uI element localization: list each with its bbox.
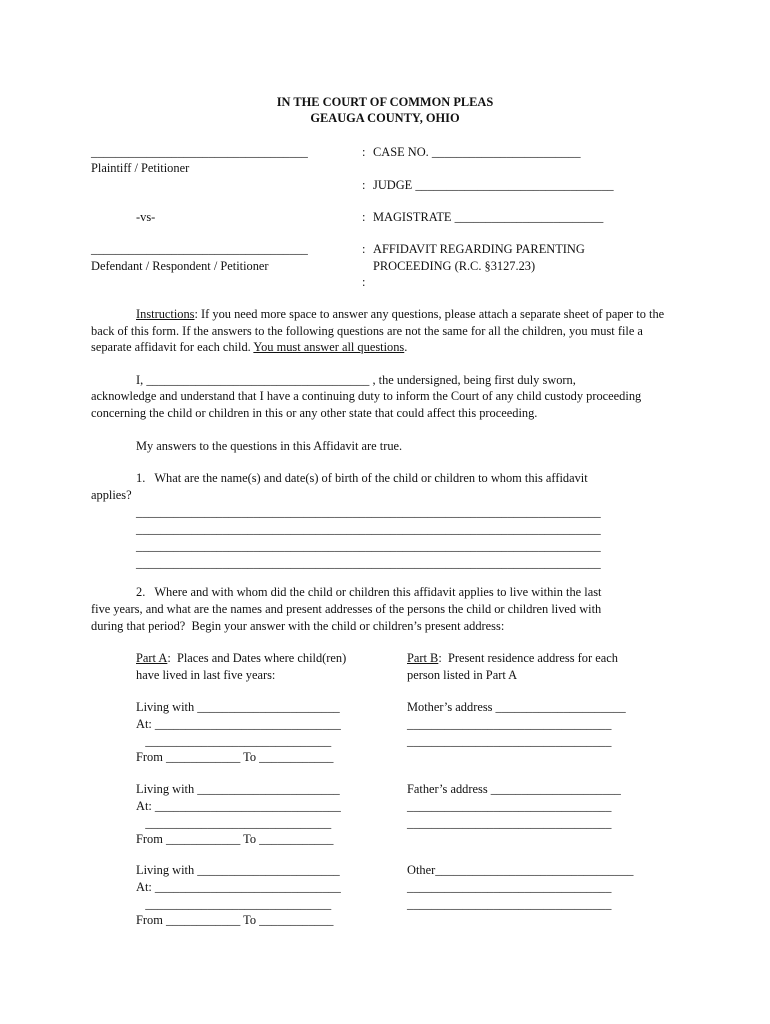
instructions-paragraph (91, 306, 671, 356)
judge-field[interactable]: JUDGE ________________________________ (373, 178, 614, 192)
question-1-answer-line[interactable]: ___________________________________________________________________________ (136, 522, 601, 536)
affidavit-title-line2: PROCEEDING (R.C. §3127.23) (373, 259, 536, 273)
part-a-title: : Places and Dates where child(ren) (167, 651, 347, 665)
versus-label: -vs- (136, 210, 156, 224)
instructions-end: . (404, 340, 408, 354)
court-title: IN THE COURT OF COMMON PLEAS (276, 95, 494, 109)
defendant-label: Defendant / Respondent / Petitioner (91, 259, 269, 273)
other-address-line[interactable]: _________________________________ (407, 897, 612, 911)
fathers-address-line[interactable]: _________________________________ (407, 816, 612, 830)
part-b-title-line2: person listed in Part A (407, 668, 518, 682)
defendant-line[interactable]: ___________________________________ (91, 242, 308, 256)
caption-separator: : (362, 178, 366, 192)
plaintiff-line[interactable]: ___________________________________ (91, 145, 308, 159)
from-to-dates-field[interactable]: From ____________ To ____________ (136, 832, 334, 846)
at-address-continuation[interactable]: ______________________________ (136, 734, 332, 748)
question-2-line2: five years, and what are the names and present addresses of the persons the child or children lived with (91, 602, 602, 616)
oath-paragraph: acknowledge and understand that I have a continuing duty to inform the Court of any child custody proceeding concerning the child or children in this or any other state that could affect this proceeding. (91, 389, 642, 420)
at-address-field[interactable]: At: ______________________________ (136, 717, 341, 731)
mothers-address-field[interactable]: Mother’s address _____________________ (407, 700, 626, 714)
plaintiff-label: Plaintiff / Petitioner (91, 161, 190, 175)
other-address-field[interactable]: Other________________________________ (407, 863, 634, 877)
at-address-field[interactable]: At: ______________________________ (136, 880, 341, 894)
question-1-line2: applies? (91, 488, 132, 502)
part-b-title: : Present residence address for each (438, 651, 618, 665)
fathers-address-field[interactable]: Father’s address _____________________ (407, 782, 621, 796)
instructions-text: : If you need more space to answer any questions, please attach a separate sheet of paper to the back of this form. If the answers to the following questions are not the same for all the children, you must file a separate affidavit for each child. (91, 307, 665, 354)
living-with-field[interactable]: Living with _______________________ (136, 782, 340, 796)
instructions-emphasis: You must answer all questions (253, 340, 405, 354)
caption-separator: : (362, 145, 366, 159)
question-1-line1: 1. What are the name(s) and date(s) of birth of the child or children to whom this affidavit (136, 471, 588, 485)
part-a-label: Part A (136, 651, 168, 665)
case-number-field[interactable]: CASE NO. ________________________ (373, 145, 581, 159)
question-2-line3: during that period? Begin your answer with the child or children’s present address: (91, 619, 505, 633)
true-statement: My answers to the questions in this Affidavit are true. (136, 439, 403, 453)
mothers-address-line[interactable]: _________________________________ (407, 734, 612, 748)
other-address-line[interactable]: _________________________________ (407, 880, 612, 894)
instructions-label: Instructions (136, 307, 195, 321)
living-with-field[interactable]: Living with _______________________ (136, 863, 340, 877)
part-b-title-line1 (407, 650, 618, 666)
part-a-title-line1 (136, 650, 346, 666)
question-1-answer-line[interactable]: ___________________________________________________________________________ (136, 556, 601, 570)
at-address-field[interactable]: At: ______________________________ (136, 799, 341, 813)
county-title: GEAUGA COUNTY, OHIO (310, 111, 460, 125)
from-to-dates-field[interactable]: From ____________ To ____________ (136, 913, 334, 927)
at-address-continuation[interactable]: ______________________________ (136, 816, 332, 830)
caption-separator: : (362, 210, 366, 224)
affidavit-title-line1: AFFIDAVIT REGARDING PARENTING (373, 242, 585, 256)
at-address-continuation[interactable]: ______________________________ (136, 897, 332, 911)
caption-separator: : (362, 242, 366, 256)
question-2-line1: 2. Where and with whom did the child or children this affidavit applies to live within the last (136, 585, 602, 599)
caption-separator: : (362, 275, 366, 289)
mothers-address-line[interactable]: _________________________________ (407, 717, 612, 731)
fathers-address-line[interactable]: _________________________________ (407, 799, 612, 813)
oath-first-line[interactable]: I, ____________________________________ , the undersigned, being first duly sworn, (136, 373, 576, 387)
part-b-label: Part B (407, 651, 439, 665)
magistrate-field[interactable]: MAGISTRATE ________________________ (373, 210, 604, 224)
living-with-field[interactable]: Living with _______________________ (136, 700, 340, 714)
question-1-answer-line[interactable]: ___________________________________________________________________________ (136, 539, 601, 553)
part-a-title-line2: have lived in last five years: (136, 668, 276, 682)
question-1-answer-line[interactable]: ___________________________________________________________________________ (136, 505, 601, 519)
from-to-dates-field[interactable]: From ____________ To ____________ (136, 750, 334, 764)
